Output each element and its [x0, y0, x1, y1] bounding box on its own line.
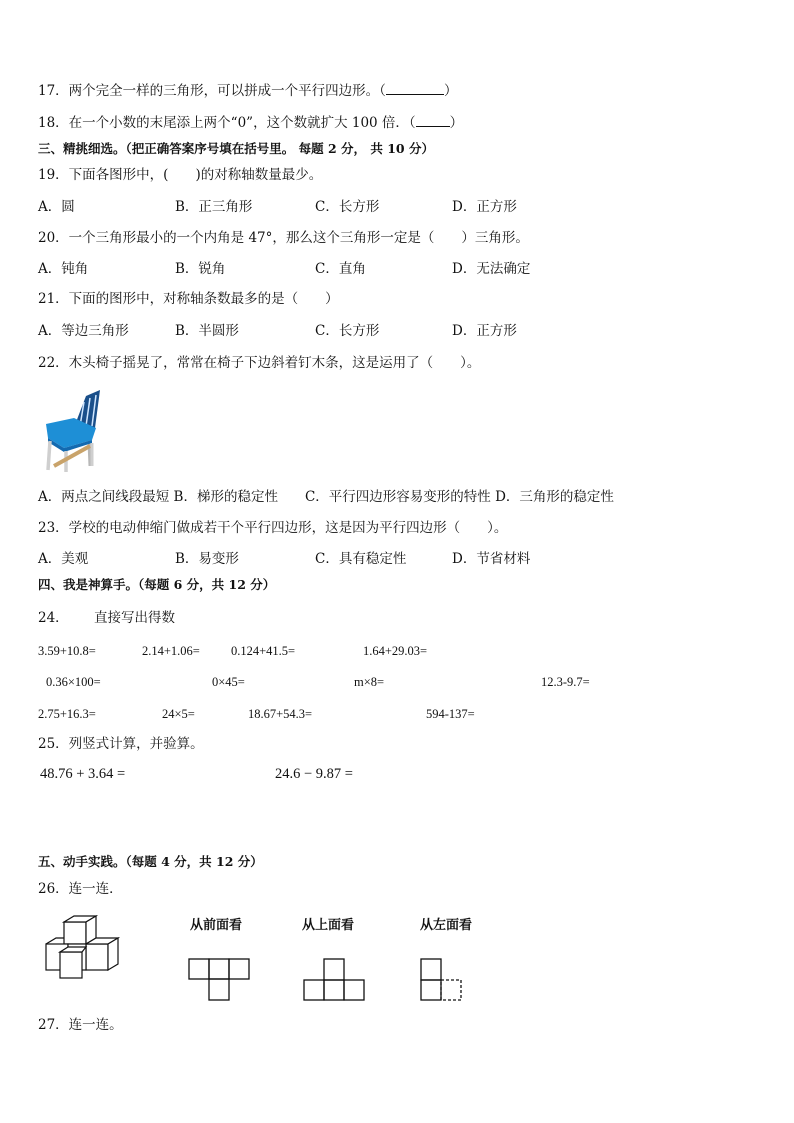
question-18: [38, 114, 463, 132]
question-23-text: 23．学校的电动伸缩门做成若干个平行四边形，这是因为平行四边形（ ）。: [38, 520, 508, 536]
question-24-title: 直接写出得数: [94, 610, 175, 626]
section-4-heading: 四、我是神算手。（每题 6 分，共 12 分）: [38, 577, 276, 592]
option-a[interactable]: A．美观: [38, 551, 89, 567]
option-b[interactable]: B．半圆形: [175, 323, 239, 339]
calc-item: 1.64+29.03=: [363, 644, 428, 658]
calc-item: 2.75+16.3=: [38, 707, 96, 721]
option-b[interactable]: B．易变形: [175, 551, 239, 567]
chair-image: [40, 388, 106, 474]
calc-item: 24×5=: [162, 707, 195, 721]
question-17: [38, 82, 457, 100]
option-b[interactable]: B．正三角形: [175, 199, 253, 215]
calc-item: 18.67+54.3=: [248, 707, 313, 721]
option-d[interactable]: D．无法确定: [452, 261, 531, 277]
section-5-heading: 五、动手实践。（每题 4 分，共 12 分）: [38, 854, 263, 869]
question-24-label: 24．: [38, 610, 69, 626]
view-label-left: 从左面看: [420, 918, 473, 933]
calc-item: 594-137=: [426, 707, 475, 721]
option-a[interactable]: A．圆: [38, 199, 75, 215]
question-18-text: 18．在一个小数的末尾添上两个“0”，这个数就扩大 100 倍．（: [38, 115, 416, 131]
calc-item: m×8=: [354, 675, 385, 689]
option-c[interactable]: C．长方形: [315, 323, 380, 339]
question-25-text: 25．列竖式计算，并验算。: [38, 736, 204, 752]
question-21-text: 21．下面的图形中，对称轴条数最多的是（ ）: [38, 291, 339, 307]
option-b[interactable]: B．锐角: [175, 261, 226, 277]
question-26-text: 26．连一连．: [38, 881, 123, 897]
answer-blank[interactable]: [416, 114, 450, 127]
option-c[interactable]: C．长方形: [315, 199, 380, 215]
view-label-front: 从前面看: [190, 918, 243, 933]
option-a[interactable]: A．钝角: [38, 261, 89, 277]
calc-item: 0.124+41.5=: [231, 644, 296, 658]
option-d[interactable]: D．节省材料: [452, 551, 531, 567]
calc-item: 0.36×100=: [46, 675, 101, 689]
question-17-text: 17．两个完全一样的三角形，可以拼成一个平行四边形。（: [38, 83, 386, 99]
answer-blank[interactable]: [386, 82, 444, 95]
calc-item: 12.3-9.7=: [541, 675, 590, 689]
calc-item: 0×45=: [212, 675, 245, 689]
option-c[interactable]: C．具有稳定性: [315, 551, 407, 567]
question-19-text: 19．下面各图形中，( )的对称轴数量最少。: [38, 167, 323, 183]
question-20-text: 20．一个三角形最小的一个内角是 47°，那么这个三角形一定是（ ）三角形。: [38, 230, 529, 246]
paren-close: ）: [449, 115, 464, 131]
calc-item: 3.59+10.8=: [38, 644, 96, 658]
calc-item: 2.14+1.06=: [142, 644, 200, 658]
option-d[interactable]: D．正方形: [452, 199, 517, 215]
left-view-figure[interactable]: [420, 958, 466, 1004]
vertical-calc-2: 24.6 − 9.87 =: [275, 766, 353, 782]
option-c[interactable]: C．直角: [315, 261, 366, 277]
view-label-top: 从上面看: [302, 918, 355, 933]
question-22-options[interactable]: A．两点之间线段最短 B．梯形的稳定性 C．平行四边形容易变形的特性 D．三角形的稳定性: [38, 489, 614, 505]
cube-figure: [42, 914, 136, 982]
top-view-figure[interactable]: [303, 958, 367, 1004]
front-view-figure[interactable]: [188, 958, 252, 1004]
question-22-text: 22．木头椅子摇晃了，常常在椅子下边斜着钉木条，这是运用了（ ）。: [38, 355, 481, 371]
section-3-heading: 三、精挑细选。（把正确答案序号填在括号里。 每题 2 分， 共 10 分）: [38, 141, 434, 156]
option-d[interactable]: D．正方形: [452, 323, 517, 339]
question-27-text: 27．连一连。: [38, 1017, 123, 1033]
paren-close: ）: [443, 83, 458, 99]
vertical-calc-1: 48.76 + 3.64 =: [40, 766, 126, 782]
option-a[interactable]: A．等边三角形: [38, 323, 129, 339]
